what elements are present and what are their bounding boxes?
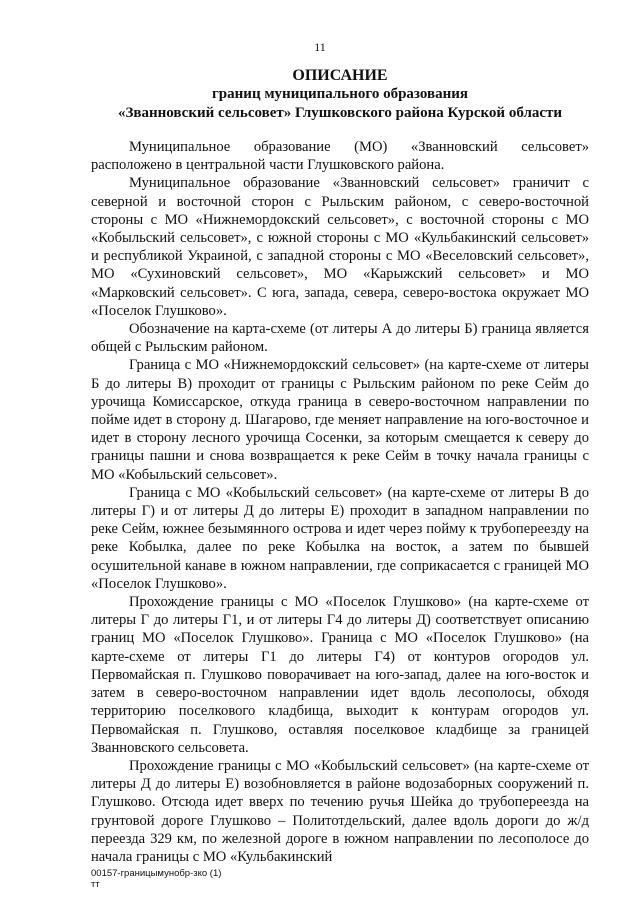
heading-subtitle: границ муниципального образования [212, 86, 468, 102]
paragraph: Муниципальное образование «Званновский сельсовет» граничит с северной и восточной сторон с Рыльским районом, с северо-восточной стороны с МО «Нижнемордокский сельсовет», с восточной стороны с МО «Кобыльский сельсовет», с южной стороны с МО «Кульбакинский сельсовет» и республикой Украиной, с западной стороны с МО «Веселовский сельсовет», МО «Сухиновский сельсовет», МО «Карыжский сельсовет» и МО «Марковский сельсовет». С юга, запада, севера, северо-востока окружает МО «Поселок Глушково». [91, 175, 589, 319]
page-number: 11 [314, 40, 326, 54]
heading-subject: «Званновский сельсовет» Глушковского района Курской области [117, 105, 563, 121]
document-footer [91, 868, 221, 890]
paragraph: Граница с МО «Кобыльский сельсовет» (на карте-схеме от литеры В до литеры Г) и от литеры Д до литеры Е) проходит в западном направлении по реке Сейм, южнее безымянного острова и идет через пойму к трубопереезду на реке Кобылка, далее по реке Кобылка на восток, а затем по бывшей осушительной канаве в южном направлении, где соприкасается с границей МО «Поселок Глушково». [91, 484, 589, 592]
paragraph: Прохождение границы с МО «Поселок Глушково» (на карте-схеме от литеры Г до литеры Г1, и от литеры Г4 до литеры Д) соответствует описанию границ МО «Поселок Глушково». Граница с МО «Поселок Глушково» (на карте-схеме от литеры Г1 до литеры Г4) от контуров огородов ул. Первомайская п. Глушково поворачивает на юго-запад, далее на юго-восток и затем в северо-восточном направлении идет вдоль лесополосы, обходя территорию поселкового кладбища, выходит к контурам огородов ул. Первомайская п. Глушково, оставляя поселковое кладбище за границей Званновского сельсовета. [91, 594, 589, 756]
paragraph: Граница с МО «Нижнемордокский сельсовет» (на карте-схеме от литеры Б до литеры В) проходит от границы с Рыльским районом по реке Сейм до урочища Комиссарское, откуда граница в северо-восточном направлении по пойме идет в сторону д. Шагарово, где меняет направление на юго-восточное и идет в сторону лесного урочища Сосенки, за которым смещается к северу до границы пашни и снова возвращается к реке Сейм в точку начала границы с МО «Кобыльский сельсовет». [91, 357, 589, 483]
document-body [91, 138, 589, 866]
document-heading [60, 66, 620, 123]
paragraph: Муниципальное образование (МО) «Званновский сельсовет» расположено в центральной части Глушковского района. [91, 139, 589, 174]
paragraph: Прохождение границы с МО «Кобыльский сельсовет» (на карте-схеме от литеры Д до литеры Е) возобновляется в районе водозаборных сооружений п. Глушково. Отсюда идет вверх по течению ручья Шейка до трубопереезда на грунтовой дороге Глушково – Политотдельский, далее вдоль дороги до ж/д переезда 329 км, по железной дороге в южном направлении по лесополосе до начала границы с МО «Кульбакинский [91, 757, 589, 865]
heading-title: ОПИСАНИЕ [292, 67, 388, 84]
footer-filename: 00157-границымунобр-зко (1) [91, 868, 222, 879]
footer-initials: тт [91, 879, 100, 890]
paragraph: Обозначение на карта-схеме (от литеры А до литеры Б) граница является общей с Рыльским районом. [91, 321, 589, 356]
